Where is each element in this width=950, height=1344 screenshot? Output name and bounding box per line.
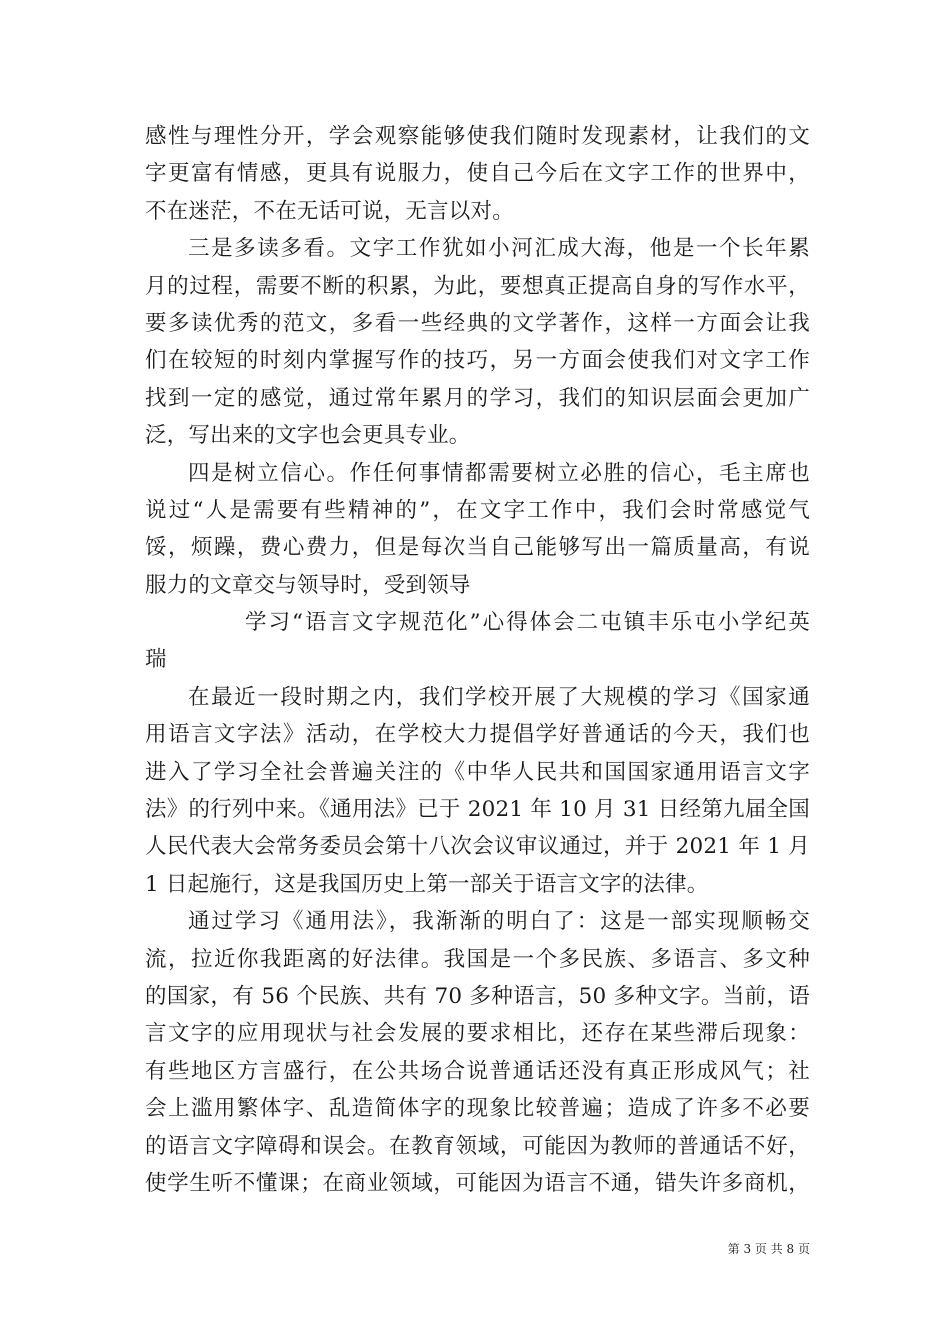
text-line: 人民代表大会常务委员会第十八次会议审议通过，并于 2021 年 1 月 xyxy=(145,834,810,860)
section-title xyxy=(145,604,810,679)
paragraph-understanding xyxy=(145,903,810,1202)
text-line: 说过“人是需要有些精神的”，在文字工作中，我们会时常感觉气 xyxy=(145,497,810,523)
paragraph-confidence xyxy=(145,455,810,605)
text-line: 馁，烦躁，费心费力，但是每次当自己能够写出一篇质量高，有说 xyxy=(145,535,810,561)
text-line: 月的过程，需要不断的积累，为此，要想真正提高自身的写作水平， xyxy=(145,273,810,299)
text-line: 用语言文字法》活动，在学校大力提倡学好普通话的今天，我们也 xyxy=(145,722,810,748)
text-line: 有些地区方言盛行，在公共场合说普通话还没有真正形成风气；社 xyxy=(145,1058,810,1084)
text-line: 会上滥用繁体字、乱造简体字的现象比较普遍；造成了许多不必要 xyxy=(145,1096,810,1122)
paragraph-intro xyxy=(145,679,810,903)
text-line: 的语言文字障碍和误会。在教育领域，可能因为教师的普通话不好， xyxy=(145,1133,810,1159)
text-line: 们在较短的时刻内掌握写作的技巧，另一方面会使我们对文字工作 xyxy=(145,348,810,374)
text-line: 三是多读多看。文字工作犹如小河汇成大海，他是一个长年累 xyxy=(188,236,810,262)
paragraph-read-more xyxy=(145,230,810,454)
text-line: 四是树立信心。作任何事情都需要树立必胜的信心，毛主席也 xyxy=(188,460,810,486)
document-body xyxy=(145,118,810,1202)
text-line: 字更富有情感，更具有说服力，使自己今后在文字工作的世界中， xyxy=(145,161,810,187)
text-line: 泛，写出来的文字也会更具专业。 xyxy=(145,423,471,449)
text-line: 1 日起施行，这是我国历史上第一部关于语言文字的法律。 xyxy=(145,871,709,897)
text-line: 流，拉近你我距离的好法律。我国是一个多民族、多语言、多文种 xyxy=(145,946,810,972)
text-line: 法》的行列中来。《通用法》已于 2021 年 10 月 31 日经第九届全国 xyxy=(145,797,810,823)
text-line: 的国家，有 56 个民族、共有 70 多种语言，50 多种文字。当前，语 xyxy=(145,983,810,1009)
text-line: 进入了学习全社会普遍关注的《中华人民共和国国家通用语言文字 xyxy=(145,759,810,785)
text-line: 服力的文章交与领导时，受到领导 xyxy=(145,572,471,598)
text-line: 通过学习《通用法》，我渐渐的明白了：这是一部实现顺畅交 xyxy=(188,909,810,935)
title-line: 学习“语言文字规范化”心得体会二屯镇丰乐屯小学纪英 xyxy=(245,610,810,636)
text-line: 不在迷茫，不在无话可说，无言以对。 xyxy=(145,198,514,224)
text-line: 要多读优秀的范文，多看一些经典的文学著作，这样一方面会让我 xyxy=(145,310,810,336)
text-line: 感性与理性分开，学会观察能够使我们随时发现素材，让我们的文 xyxy=(145,124,810,149)
page-number: 第 3 页 共 8 页 xyxy=(727,1242,810,1256)
paragraph-continuation xyxy=(145,118,810,230)
text-line: 使学生听不懂课；在商业领域，可能因为语言不通，错失许多商机， xyxy=(145,1170,810,1196)
text-line: 言文字的应用现状与社会发展的要求相比，还存在某些滞后现象： xyxy=(145,1021,810,1047)
text-line: 找到一定的感觉，通过常年累月的学习，我们的知识层面会更加广 xyxy=(145,385,810,411)
title-line: 瑞 xyxy=(145,647,167,673)
text-line: 在最近一段时期之内，我们学校开展了大规模的学习《国家通 xyxy=(188,684,810,710)
